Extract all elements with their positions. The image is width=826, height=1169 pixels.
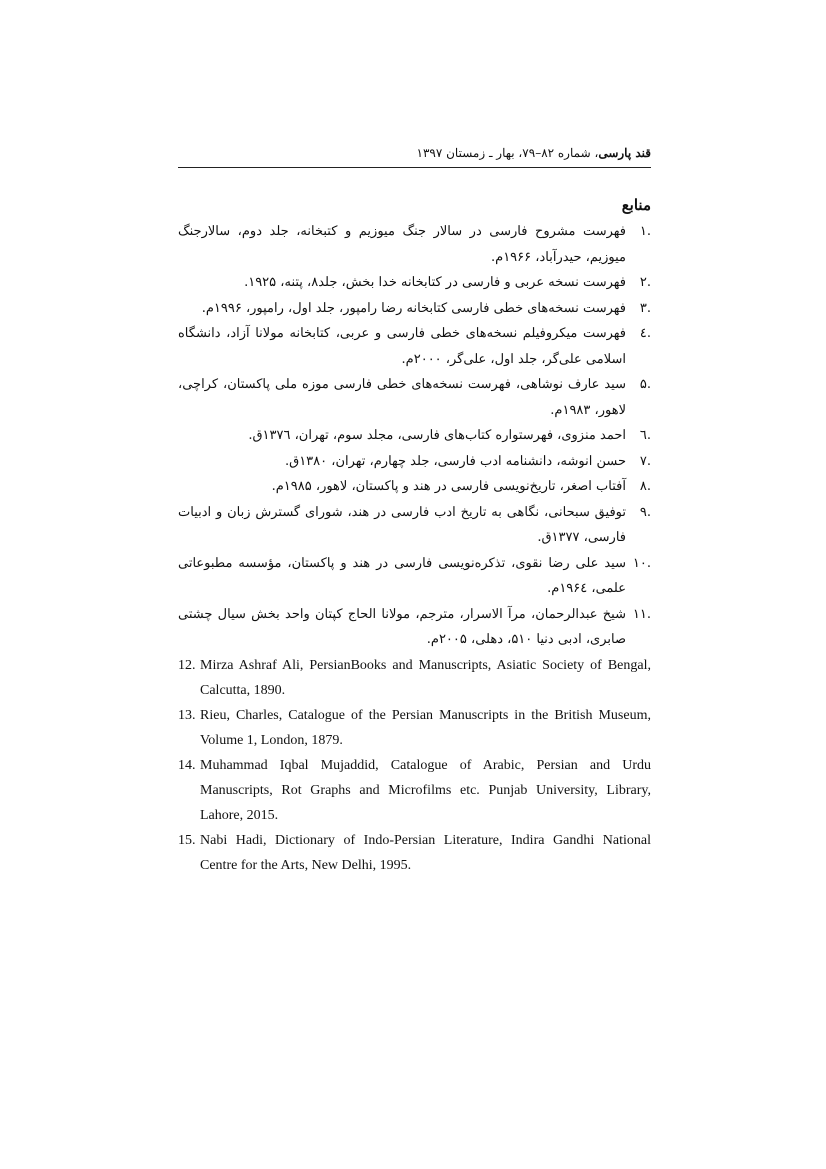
reference-item-11 — [178, 602, 651, 653]
reference-text: فهرست میکروفیلم نسخه‌های خطی فارسی و عربی، کتابخانه مولانا آزاد، دانشگاه اسلامی علی‌گر، جلد اول، علی‌گر، ۲۰۰۰م. — [178, 326, 626, 367]
reference-item-15 — [178, 828, 651, 878]
reference-number: .۱۰ — [632, 555, 651, 571]
reference-number: .۲ — [639, 275, 651, 290]
reference-number: .۳ — [639, 300, 651, 316]
reference-text: آفتاب اصغر، تاریخ‌نویسی فارسی در هند و پاکستان، لاهور، ۱۹۸۵م. — [271, 479, 626, 494]
reference-number: .۵ — [639, 377, 651, 392]
reference-item-2 — [178, 270, 651, 296]
reference-item-5 — [178, 372, 651, 423]
reference-text: توفیق سبحانی، نگاهی به تاریخ ادب فارسی در هند، شورای گسترش زبان و ادبیات فارسی، ۱۳۷۷ق. — [178, 504, 626, 545]
reference-item-9 — [178, 500, 651, 551]
reference-item-1 — [178, 219, 651, 270]
reference-text: Muhammad Iqbal Mujaddid, Catalogue of Arabic, Persian and Urdu Manuscripts, Rot Graphs and Microfilms etc. Punjab University, Library, Lahore, 2015. — [200, 757, 651, 823]
issue-info: ، شماره ۸۲–۷۹، بهار ـ زمستان ۱۳۹۷ — [416, 146, 599, 160]
reference-text: شیخ عبدالرحمان، مرآ الاسرار، مترجم، مولانا الحاج کپتان واحد بخش سیال چشتی صابری، ادبی دنیا ۵۱۰، دهلی، ۲۰۰۵م. — [178, 606, 626, 647]
reference-number: .٦ — [639, 428, 651, 443]
reference-item-10 — [178, 551, 651, 602]
reference-text: سید عارف نوشاهی، فهرست نسخه‌های خطی فارسی موزه ملی پاکستان، کراچی، لاهور، ۱۹۸۳م. — [178, 377, 626, 418]
reference-text: حسن انوشه، دانشنامه ادب فارسی، جلد چهارم، تهران، ۱۳۸۰ق. — [284, 453, 626, 469]
reference-number: .۹ — [639, 504, 651, 520]
reference-text: Rieu, Charles, Catalogue of the Persian Manuscripts in the British Museum, Volume 1, London, 1879. — [200, 707, 651, 748]
reference-number: .۷ — [639, 453, 651, 469]
reference-number: .٤ — [639, 326, 651, 341]
reference-item-8 — [178, 474, 651, 500]
reference-number: 14. — [178, 757, 196, 773]
reference-number: 15. — [178, 832, 196, 848]
reference-item-4 — [178, 321, 651, 372]
reference-text: فهرست مشروح فارسی در سالار جنگ میوزیم و کتبخانه، جلد دوم، سالارجنگ میوزیم، حیدرآباد، ۱۹۶۶م. — [178, 224, 626, 265]
reference-text: Nabi Hadi, Dictionary of Indo-Persian Literature, Indira Gandhi National Centre for the Arts, New Delhi, 1995. — [200, 832, 651, 873]
reference-text: Mirza Ashraf Ali, PersianBooks and Manuscripts, Asiatic Society of Bengal, Calcutta, 1890. — [200, 657, 651, 698]
reference-number: .۸ — [639, 479, 651, 494]
reference-text: سید علی رضا نقوی، تذکره‌نویسی فارسی در هند و پاکستان، مؤسسه مطبوعاتی علمی، ۱۹۶٤م. — [178, 555, 626, 596]
reference-text: فهرست نسخه‌های خطی فارسی کتابخانه رضا رامپور، جلد اول، رامپور، ۱۹۹۶م. — [201, 300, 626, 316]
reference-item-13 — [178, 703, 651, 753]
reference-number: 13. — [178, 707, 196, 723]
running-header — [178, 142, 651, 168]
reference-number: 12. — [178, 657, 196, 673]
reference-text: فهرست نسخه عربی و فارسی در کتابخانه خدا بخش، جلد۸، پتنه، ۱۹۲۵. — [244, 275, 626, 290]
section-title: منابع — [621, 196, 651, 214]
reference-item-3 — [178, 296, 651, 322]
journal-name: قند پارسی — [598, 146, 651, 160]
reference-item-6 — [178, 423, 651, 449]
reference-item-14 — [178, 753, 651, 828]
reference-list — [178, 219, 651, 878]
reference-number: .۱۱ — [632, 606, 651, 622]
reference-item-12 — [178, 653, 651, 703]
reference-item-7 — [178, 449, 651, 475]
reference-text: احمد منزوی، فهرستواره کتاب‌های فارسی، مجلد سوم، تهران، ۱۳۷٦ق. — [248, 428, 626, 443]
reference-number: .۱ — [639, 224, 651, 239]
